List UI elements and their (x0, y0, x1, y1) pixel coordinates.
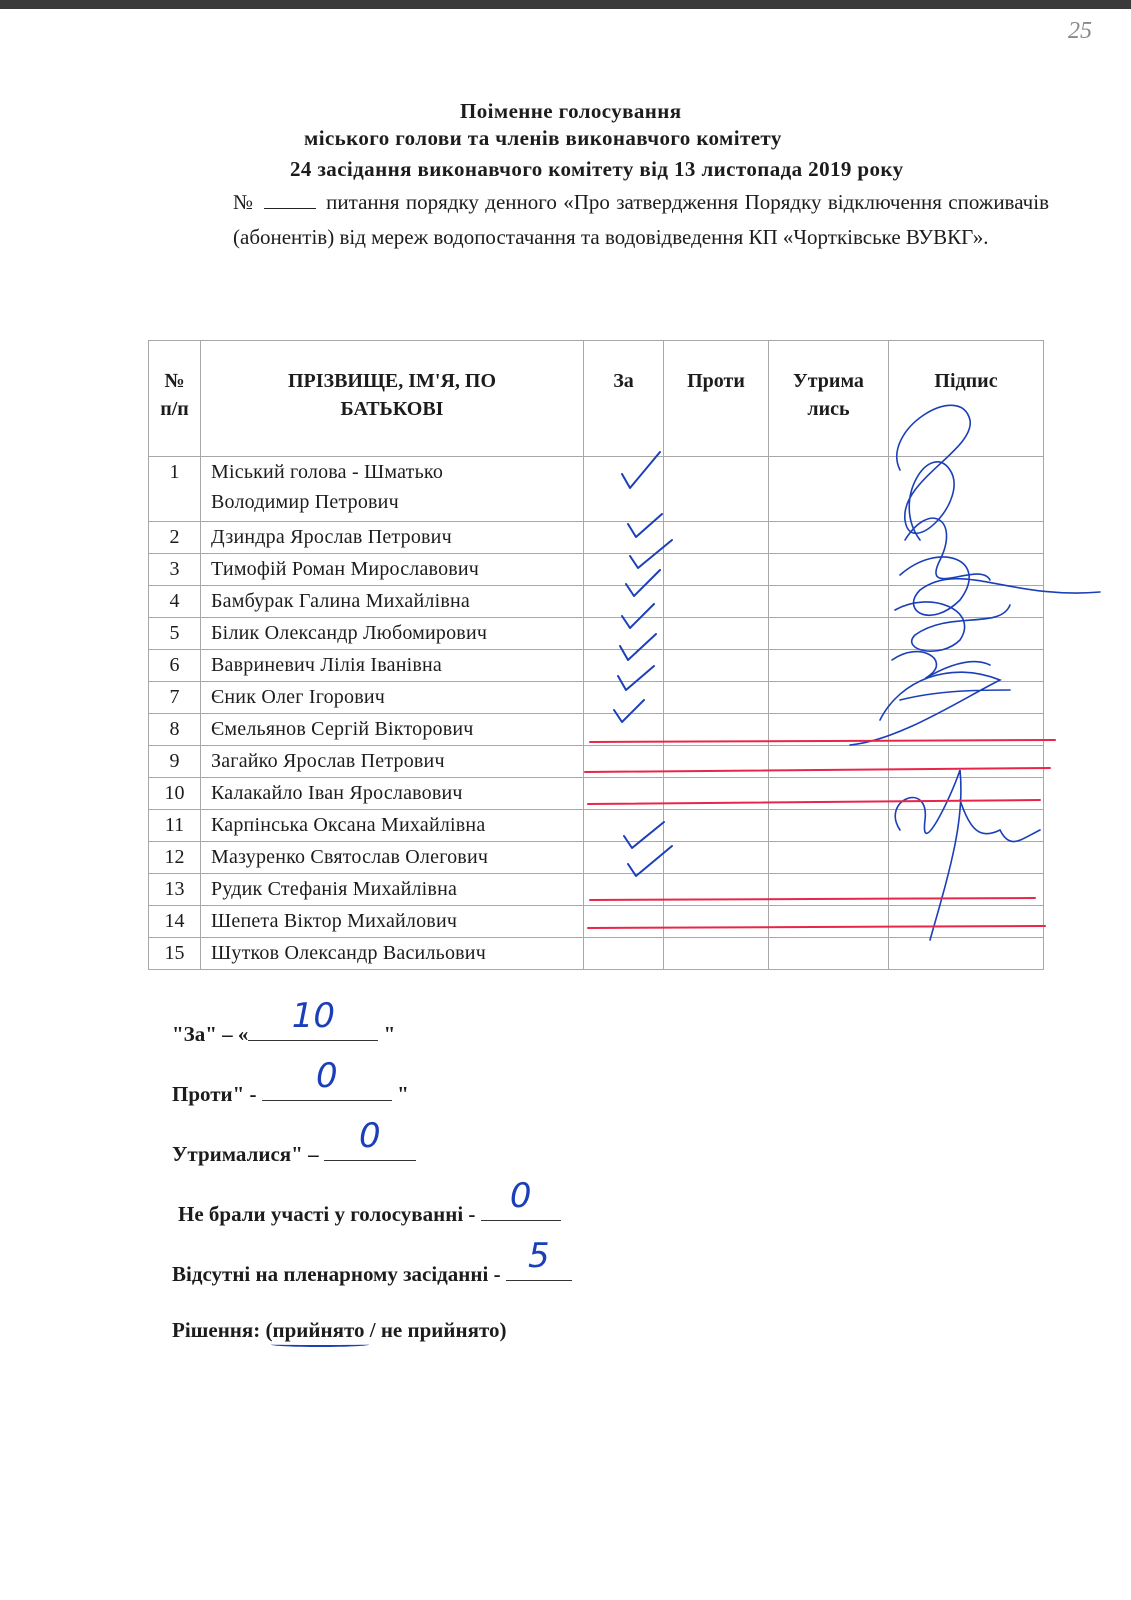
decision-accepted: прийнято (272, 1318, 365, 1342)
vote-for-cell (584, 650, 664, 682)
member-name: Шепета Віктор Михайлович (201, 906, 584, 938)
scan-edge (0, 0, 1131, 9)
decision-label: Рішення: (172, 1318, 261, 1342)
vote-for-cell (584, 457, 664, 522)
signature-cell (889, 522, 1044, 554)
signature-cell (889, 714, 1044, 746)
summary-abstained-value: 0 (359, 1116, 381, 1156)
decision-line (172, 1318, 506, 1343)
signature-cell (889, 682, 1044, 714)
decision-open-paren: ( (265, 1318, 273, 1342)
vote-abstained-cell (769, 554, 889, 586)
table-row (149, 874, 1044, 906)
vote-for-cell (584, 810, 664, 842)
summary-not-voting-value: 0 (509, 1176, 532, 1216)
member-name: Міський голова - Шматько Володимир Петрович (201, 457, 584, 522)
vote-abstained-cell (769, 714, 889, 746)
vote-against-cell (664, 682, 769, 714)
vote-for-cell (584, 682, 664, 714)
vote-against-cell (664, 457, 769, 522)
member-name: Рудик Стефанія Михайлівна (201, 874, 584, 906)
vote-abstained-cell (769, 457, 889, 522)
vote-abstained-cell (769, 842, 889, 874)
signature-cell (889, 842, 1044, 874)
table-row (149, 778, 1044, 810)
title-line-2: міського голови та членів виконавчого комітету (304, 126, 782, 150)
agenda-item (233, 185, 1049, 255)
page-number: 25 (1068, 18, 1092, 44)
table-row (149, 682, 1044, 714)
table-row (149, 650, 1044, 682)
vote-for-cell (584, 714, 664, 746)
vote-for-cell (584, 554, 664, 586)
signature-cell (889, 554, 1044, 586)
summary-for (172, 996, 396, 1047)
member-name: Карпінська Оксана Михайлівна (201, 810, 584, 842)
table-row (149, 938, 1044, 970)
member-name: Ємельянов Сергій Вікторович (201, 714, 584, 746)
summary-not-voting-label: Не брали участі у голосуванні - (178, 1202, 476, 1226)
summary-against-label: Проти" - (172, 1082, 257, 1106)
vote-abstained-cell (769, 522, 889, 554)
summary-for-value: 10 (291, 996, 336, 1036)
signature-cell (889, 874, 1044, 906)
vote-against-cell (664, 586, 769, 618)
member-name: Мазуренко Святослав Олегович (201, 842, 584, 874)
vote-against-cell (664, 650, 769, 682)
row-number: 8 (149, 714, 201, 746)
row-number: 14 (149, 906, 201, 938)
col-header-signature: Підпис (889, 341, 1044, 457)
summary-for-label: "За" – « (172, 1022, 249, 1046)
table-header-row (149, 341, 1044, 457)
member-name: Шутков Олександр Васильович (201, 938, 584, 970)
table-row (149, 554, 1044, 586)
summary-abstained (172, 1116, 416, 1167)
vote-against-cell (664, 906, 769, 938)
member-name: Білик Олександр Любомирович (201, 618, 584, 650)
table-row (149, 522, 1044, 554)
row-number: 5 (149, 618, 201, 650)
summary-abstained-blank (324, 1116, 416, 1161)
row-number: 6 (149, 650, 201, 682)
vote-against-cell (664, 618, 769, 650)
vote-for-cell (584, 906, 664, 938)
summary-against (172, 1056, 409, 1107)
table-row (149, 810, 1044, 842)
vote-against-cell (664, 746, 769, 778)
signature-cell (889, 778, 1044, 810)
table-row (149, 906, 1044, 938)
summary-absent-blank (506, 1236, 572, 1281)
row-number: 1 (149, 457, 201, 522)
vote-for-cell (584, 746, 664, 778)
col-header-num: № п/п (149, 341, 201, 457)
vote-against-cell (664, 778, 769, 810)
vote-abstained-cell (769, 586, 889, 618)
vote-for-cell (584, 778, 664, 810)
col-header-for: За (584, 341, 664, 457)
vote-against-cell (664, 522, 769, 554)
vote-for-cell (584, 522, 664, 554)
summary-against-close: " (397, 1082, 409, 1106)
signature-cell (889, 618, 1044, 650)
row-number: 13 (149, 874, 201, 906)
table-row (149, 746, 1044, 778)
row-number: 11 (149, 810, 201, 842)
summary-for-close: " (383, 1022, 396, 1046)
member-name: Бамбурак Галина Михайлівна (201, 586, 584, 618)
vote-against-cell (664, 842, 769, 874)
row-number: 2 (149, 522, 201, 554)
summary-for-blank (248, 996, 378, 1041)
col-header-abstained: Утрима лись (769, 341, 889, 457)
signature-cell (889, 650, 1044, 682)
row-number: 15 (149, 938, 201, 970)
table-row (149, 714, 1044, 746)
summary-absent-value: 5 (528, 1236, 550, 1276)
row-number: 9 (149, 746, 201, 778)
row-number: 12 (149, 842, 201, 874)
summary-absent (172, 1236, 572, 1287)
title-line-1: Поіменне голосування (460, 99, 682, 123)
decision-rest: / не прийнято) (369, 1318, 507, 1342)
signature-cell (889, 457, 1044, 522)
signature-cell (889, 586, 1044, 618)
table-row (149, 842, 1044, 874)
summary-against-blank (262, 1056, 392, 1101)
vote-abstained-cell (769, 874, 889, 906)
vote-abstained-cell (769, 682, 889, 714)
row-number: 3 (149, 554, 201, 586)
table-row (149, 457, 1044, 522)
vote-against-cell (664, 554, 769, 586)
member-name: Вавриневич Лілія Іванівна (201, 650, 584, 682)
title-line-3: 24 засідання виконавчого комітету від 13 листопада 2019 року (290, 157, 904, 181)
vote-abstained-cell (769, 778, 889, 810)
summary-abstained-label: Утрималися" – (172, 1142, 319, 1166)
table-row (149, 586, 1044, 618)
vote-for-cell (584, 586, 664, 618)
member-name: Загайко Ярослав Петрович (201, 746, 584, 778)
summary-absent-label: Відсутні на пленарному засіданні - (172, 1262, 501, 1286)
col-header-name: ПРІЗВИЩЕ, ІМ'Я, ПО БАТЬКОВІ (201, 341, 584, 457)
agenda-number-blank (264, 192, 316, 209)
row-number: 4 (149, 586, 201, 618)
member-name: Тимофій Роман Мирославович (201, 554, 584, 586)
summary-against-value: 0 (315, 1056, 338, 1096)
vote-for-cell (584, 874, 664, 906)
signature-cell (889, 746, 1044, 778)
vote-abstained-cell (769, 906, 889, 938)
vote-for-cell (584, 938, 664, 970)
summary-not-voting (178, 1176, 561, 1227)
member-name: Калакайло Іван Ярославович (201, 778, 584, 810)
vote-for-cell (584, 618, 664, 650)
member-name: Єник Олег Ігорович (201, 682, 584, 714)
col-header-against: Проти (664, 341, 769, 457)
vote-abstained-cell (769, 938, 889, 970)
agenda-number-sign: № (233, 190, 255, 214)
vote-against-cell (664, 938, 769, 970)
signature-cell (889, 810, 1044, 842)
vote-abstained-cell (769, 810, 889, 842)
signature-cell (889, 906, 1044, 938)
vote-abstained-cell (769, 650, 889, 682)
agenda-text: питання порядку денного «Про затвердження Порядку відключення споживачів (абонентів) від мереж водопостачання та водовідведення КП «Чортківське ВУВКГ». (233, 190, 1049, 249)
vote-abstained-cell (769, 618, 889, 650)
roll-call-table (148, 340, 1044, 970)
vote-against-cell (664, 874, 769, 906)
vote-against-cell (664, 714, 769, 746)
vote-against-cell (664, 810, 769, 842)
table-row (149, 618, 1044, 650)
member-name: Дзиндра Ярослав Петрович (201, 522, 584, 554)
signature-cell (889, 938, 1044, 970)
vote-for-cell (584, 842, 664, 874)
row-number: 7 (149, 682, 201, 714)
summary-not-voting-blank (481, 1176, 561, 1221)
row-number: 10 (149, 778, 201, 810)
vote-abstained-cell (769, 746, 889, 778)
